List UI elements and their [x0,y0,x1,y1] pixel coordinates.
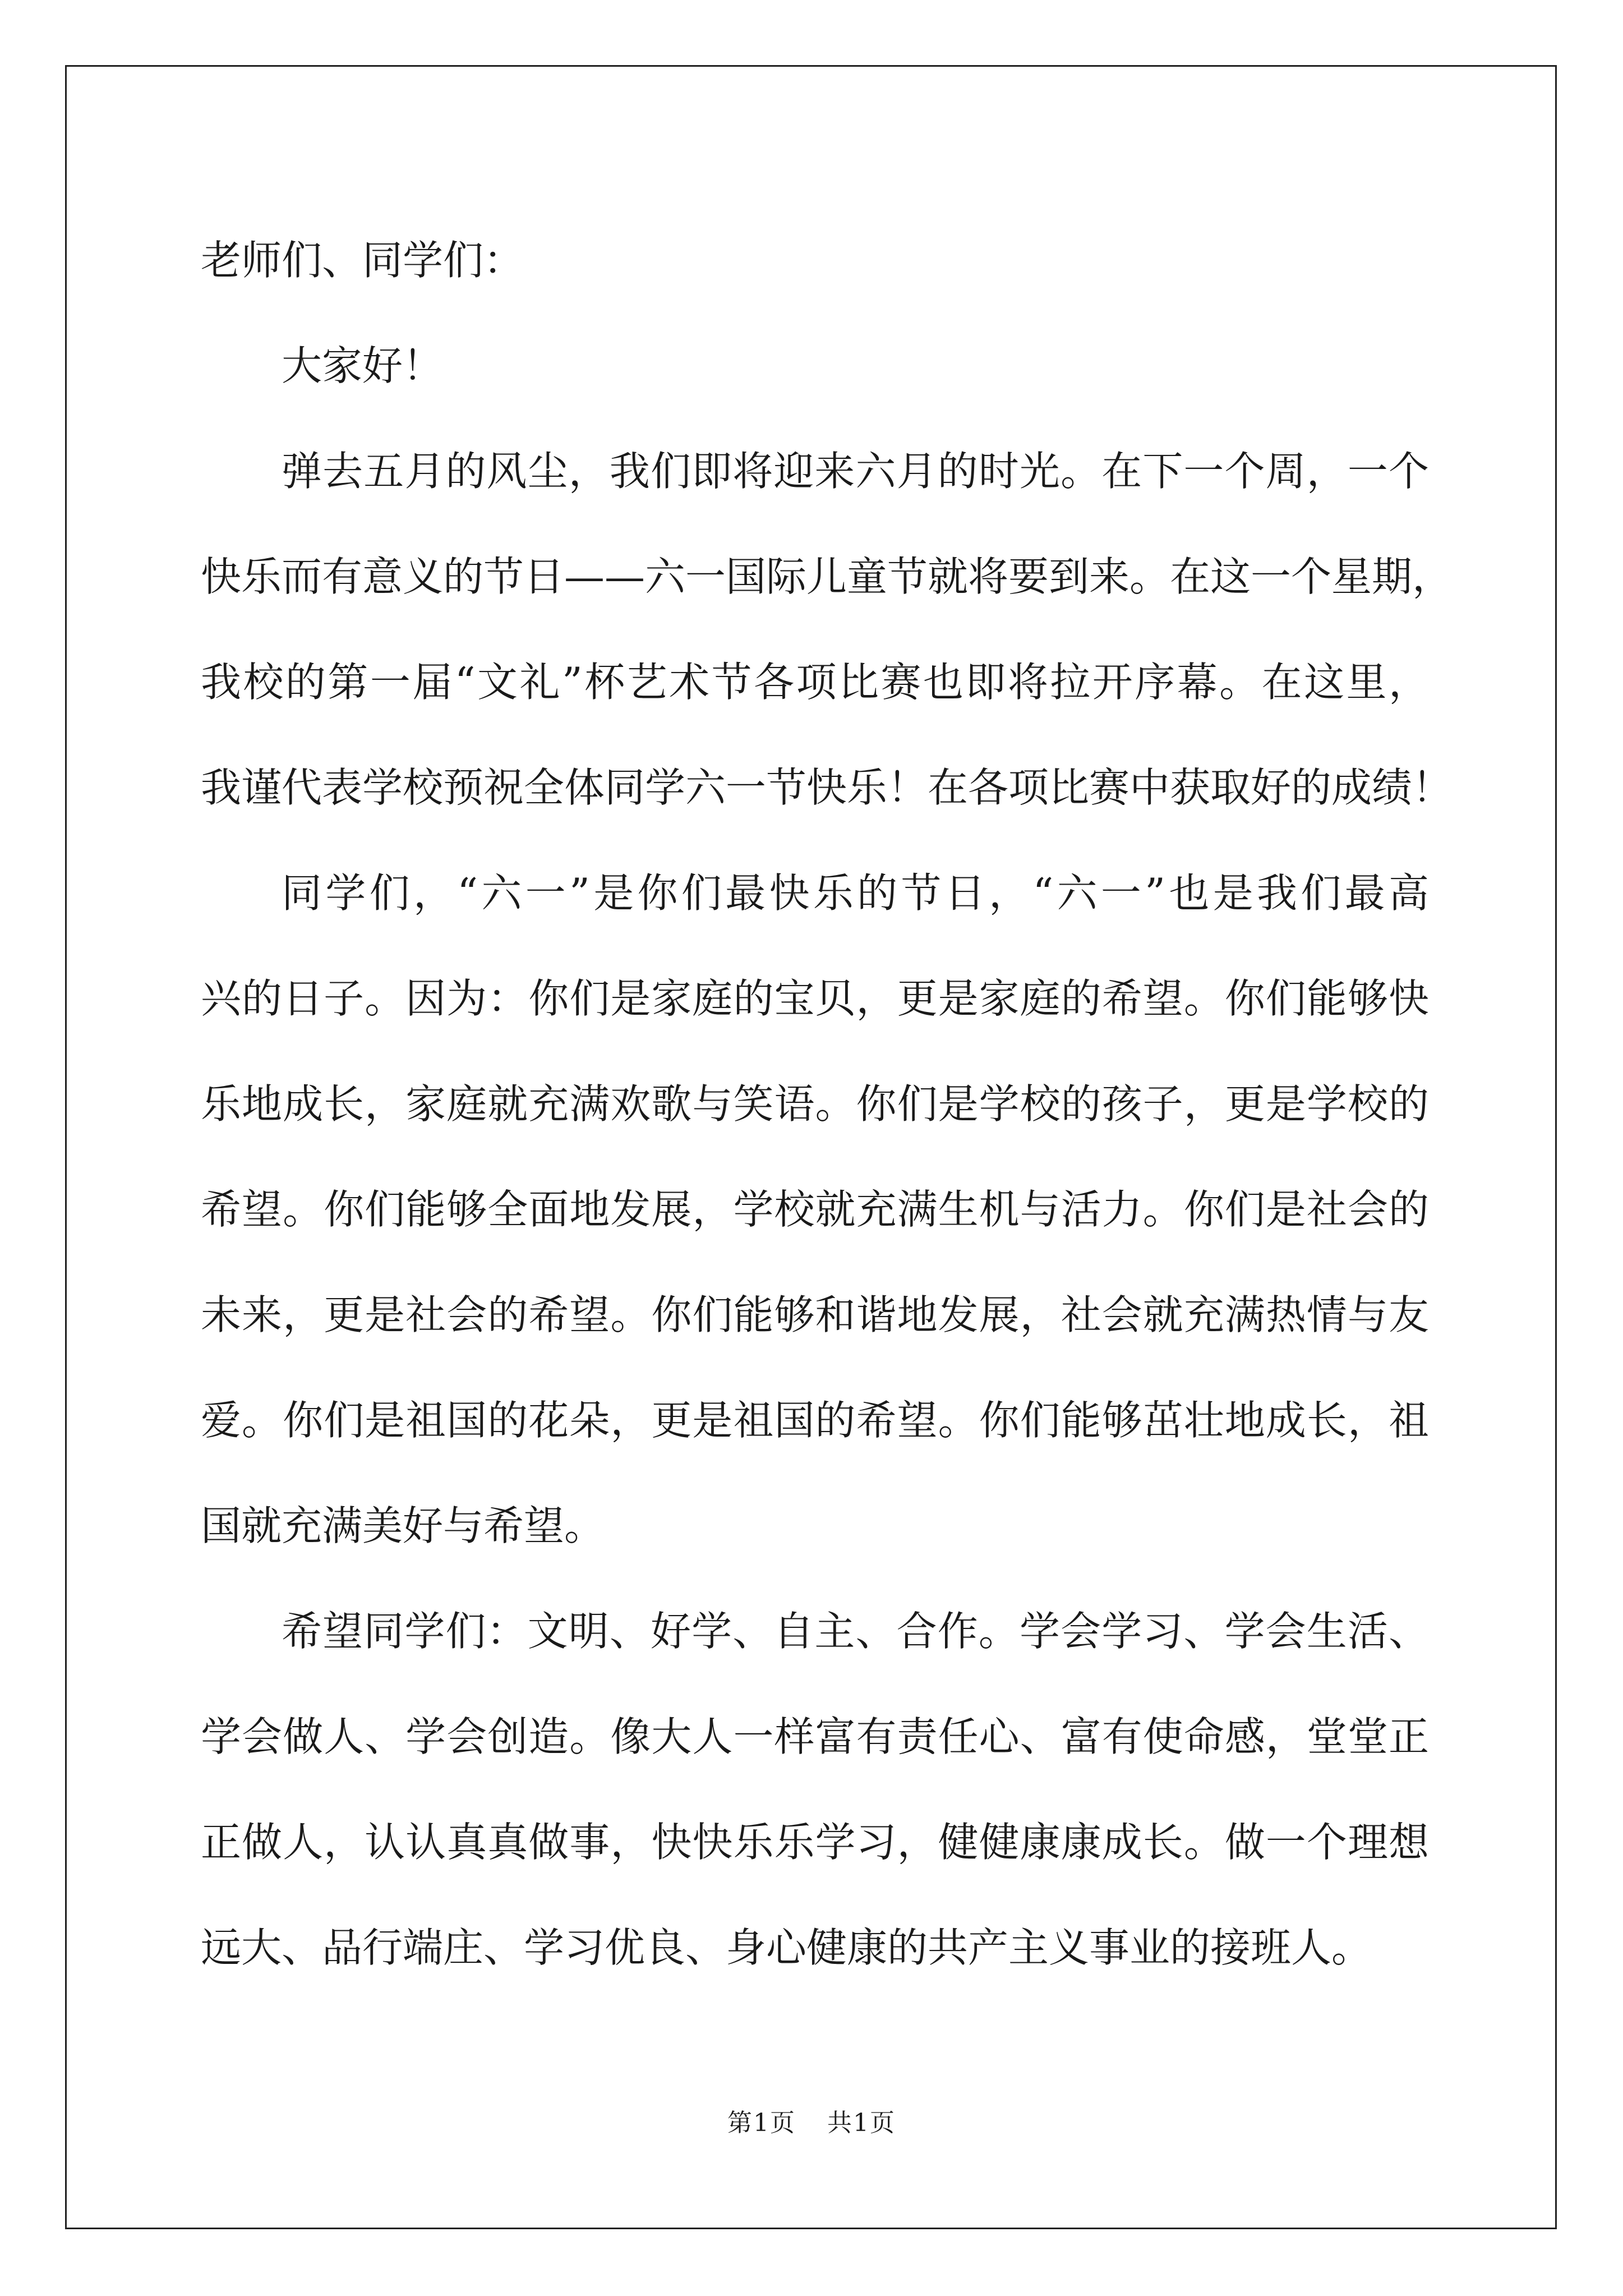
paragraph-2-line-6: 爱。你们是祖国的花朵，更是祖国的希望。你们能够茁壮地成长，祖 [201,1397,1429,1444]
paragraph-3-line-2: 学会做人、学会创造。像大人一样富有责任心、富有使命感，堂堂正 [201,1713,1429,1760]
paragraph-3-line-4: 远大、品行端庄、学习优良、身心健康的共产主义事业的接班人。 [201,1924,1372,1971]
paragraph-1-line-4: 我谨代表学校预祝全体同学六一节快乐！在各项比赛中获取好的成绩！ [201,764,1453,811]
paragraph-2-line-4: 希望。你们能够全面地发展，学校就充满生机与活力。你们是社会的 [201,1186,1429,1233]
paragraph-1-line-1: 弹去五月的风尘，我们即将迎来六月的时光。在下一个周，一个 [282,448,1429,495]
paragraph-3-line-3: 正做人，认认真真做事，快快乐乐学习，健健康康成长。做一个理想 [201,1819,1429,1866]
page-number-total: 共1页 [827,2109,896,2137]
salutation: 老师们、同学们： [201,237,524,284]
paragraph-2-line-1: 同学们，“六一”是你们最快乐的节日，“六一”也是我们最高 [282,869,1429,917]
page-footer [0,2102,1623,2138]
paragraph-2-line-3: 乐地成长，家庭就充满欢歌与笑语。你们是学校的孩子，更是学校的 [201,1080,1429,1128]
paragraph-2-line-5: 未来，更是社会的希望。你们能够和谐地发展，社会就充满热情与友 [201,1291,1429,1338]
paragraph-3-line-1: 希望同学们：文明、好学、自主、合作。学会学习、学会生活、 [282,1608,1429,1655]
paragraph-1-line-2: 快乐而有意义的节日——六一国际儿童节就将要到来。在这一个星期， [201,553,1453,600]
paragraph-1-line-3: 我校的第一届“文礼”杯艺术节各项比赛也即将拉开序幕。在这里， [201,659,1429,706]
greeting: 大家好！ [282,342,444,389]
document-body [201,208,1453,2000]
paragraph-2-line-7: 国就充满美好与希望。 [201,1502,605,1549]
paragraph-2-line-2: 兴的日子。因为：你们是家庭的宝贝，更是家庭的希望。你们能够快 [201,975,1429,1022]
page-number-current: 第1页 [727,2109,796,2137]
